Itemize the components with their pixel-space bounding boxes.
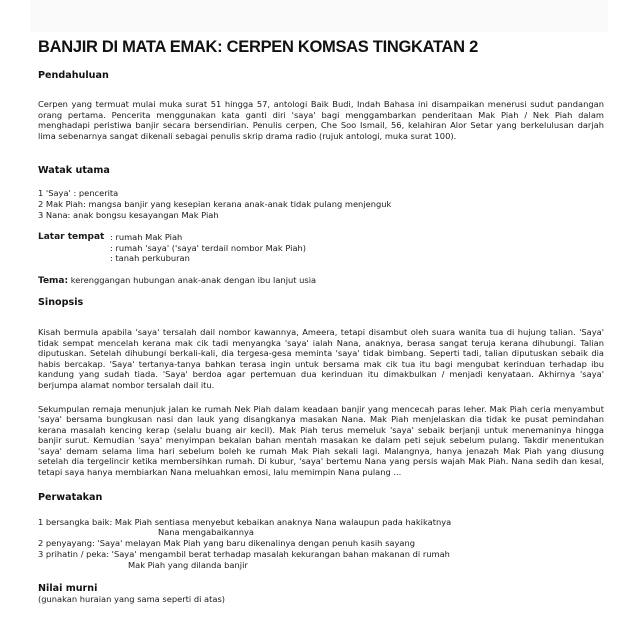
tema-line: [38, 275, 604, 287]
section-heading-pendahuluan: Pendahuluan: [38, 70, 109, 81]
latar-row: [38, 253, 604, 264]
perwatakan-item-continued: Nana mengabaikannya: [158, 527, 254, 538]
section-heading-sinopsis: Sinopsis: [38, 296, 84, 308]
latar-spacer: [38, 243, 110, 254]
perwatakan-item: 3 prihatin / peka: 'Saya' mengambil berat terhadap masalah kekurangan bahan makanan di rumah: [38, 549, 450, 560]
sinopsis-paragraph-1: Kisah bermula apabila 'saya' tersalah dail nombor kawannya, Ameera, tetapi disambut oleh suara wanita tua di hujung talian. 'Saya' tidak sempat mencelah kerana mak cik tadi menyangka 'saya' ialah Nana, anaknya, berasa sangat teruja kerana dihubungi. Talian diputuskan. Setelah dihubungi berkali-kali, dia tergesa-gesa meminta 'saya' tidak bimbang. Seperti tadi, talian diputuskan sebaik dia habis bercakap. 'Saya' tertanya-tanya bahkan terasa ingin untuk bersama mak cik tua itu bagi mengubat kerinduan terhadap ibu kandung yang sudah tiada. 'Saya' berdoa agar pertemuan dua kerinduan itu dimakbulkan / menjadi kenyataan. Akhirnya 'saya' berjumpa alamat nombor tersalah dail itu.: [38, 326, 604, 390]
document-title: BANJIR DI MATA EMAK: CERPEN KOMSAS TINGKATAN 2: [38, 38, 478, 56]
header-band: [30, 0, 608, 32]
latar-row: [38, 232, 604, 243]
perwatakan-item-continued: Mak Piah yang dilanda banjir: [128, 559, 248, 570]
watak-item: 1 'Saya' : pencerita: [38, 188, 119, 199]
perwatakan-item: 2 penyayang: 'Saya' melayan Mak Piah yang baru dikenalinya dengan penuh kasih sayang: [38, 538, 415, 549]
watak-item: 3 Nana: anak bongsu kesayangan Mak Piah: [38, 209, 219, 220]
perwatakan-item: 1 bersangka baik: Mak Piah sentiasa menyebut kebaikan anaknya Nana walaupun pada hakikatnya: [38, 516, 452, 527]
latar-spacer: [38, 253, 110, 264]
latar-label: Latar tempat: [38, 231, 105, 242]
sinopsis-paragraph-2: Sekumpulan remaja menunjuk jalan ke rumah Nek Piah dalam keadaan banjir yang mencecah paras leher. Mak Piah ceria menyambut 'saya' bersama bungkusan nasi dan lauk yang disangkanya masakan Nana. Mak Piah menjelaskan dia tidak ke pusat pemindahan kerana masalah kencing kerap (selalu buang air kecil). Mak Piah terus memeluk 'saya' sebaik berjanji untuk menemaninya hingga banjir surut. Kemudian 'saya' menyimpan bekalan bahan mentah masakan ke dalam peti sejuk sebelum pulang. Takdir menentukan 'saya' demam selama lima hari sebelum boleh ke rumah Mak Piah sekali lagi. Malangnya, hanya jenazah Mak Piah yang diusung setelah dia tergelincir ketika membersihkan rumah. Di kubur, 'saya' bertemu Nana yang persis wajah Mak Piah. Nana sedih dan kesal, tetapi saya hanya membiarkan Nana meluahkan emosi, lalu memimpin Nana pulang ...: [38, 403, 604, 478]
nilai-text: (gunakan huraian yang sama seperti di atas): [38, 593, 226, 604]
latar-item: : rumah Mak Piah: [110, 231, 183, 242]
section-heading-watak: Watak utama: [38, 165, 110, 177]
latar-row: [38, 243, 604, 254]
watak-item: 2 Mak Piah: mangsa banjir yang kesepian kerana anak-anak tidak pulang menjenguk: [38, 199, 392, 210]
pendahuluan-paragraph: Cerpen yang termuat mulai muka surat 51 hingga 57, antologi Baik Budi, Indah Bahasa ini disampaikan menerusi sudut pandangan orang pertama. Pencerita menggunakan kata ganti diri 'saya' bagi menggambarkan penderitaan Mak Piah / Nek Piah dalam menghadapi peristiwa banjir secara bersendirian. Penulis cerpen, Che Soo Ismail, 56, kelahiran Alor Setar yang berkelulusan darjah lima sebenarnya sangat dikenali sebagai penulis skrip drama radio (rujuk antologi, muka surat 100).: [38, 99, 604, 141]
tema-label: Tema:: [38, 276, 69, 287]
section-heading-perwatakan: Perwatakan: [38, 491, 103, 503]
tema-text: kerenggangan hubungan anak-anak dengan ibu lanjut usia: [68, 275, 317, 286]
section-heading-nilai: Nilai murni: [38, 582, 98, 594]
latar-item: : rumah 'saya' ('saya' terdail nombor Mak Piah): [110, 242, 307, 253]
latar-item: : tanah perkuburan: [110, 253, 190, 264]
